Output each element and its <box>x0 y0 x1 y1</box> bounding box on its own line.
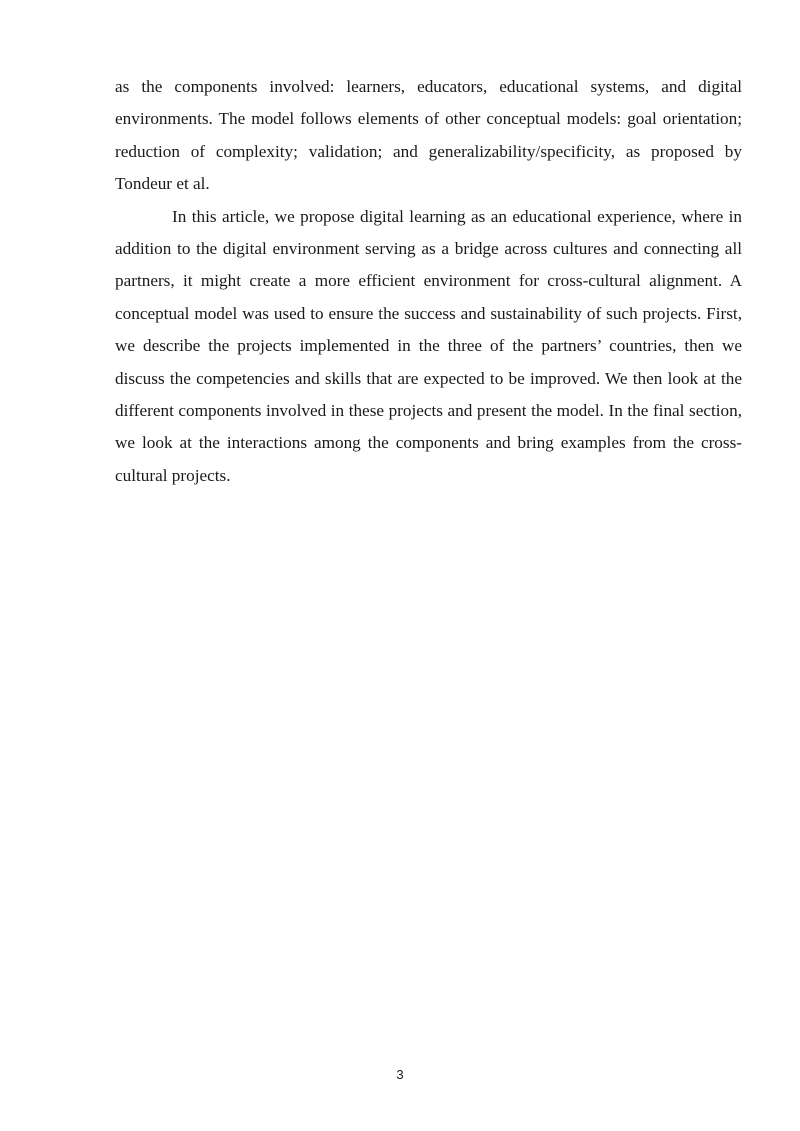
body-text <box>115 71 742 492</box>
page-number: 3 <box>396 1067 404 1082</box>
paragraph-continuation: as the components involved: learners, educators, educational systems, and digital environments. The model follows elements of other conceptual models: goal orientation; reduction of complexity; validation; and generalizability/specificity, as proposed by Tondeur et al. <box>115 77 742 194</box>
paragraph-article-overview: In this article, we propose digital learning as an educational experience, where in addition to the digital environment serving as a bridge across cultures and connecting all partners, it might create a more efficient environment for cross-cultural alignment. A conceptual model was used to ensure the success and sustainability of such projects. First, we describe the projects implemented in the three of the partners’ countries, then we discuss the competencies and skills that are expected to be improved. We then look at the different components involved in these projects and present the model. In the final section, we look at the interactions among the components and bring examples from the cross-cultural projects. <box>115 206 742 485</box>
